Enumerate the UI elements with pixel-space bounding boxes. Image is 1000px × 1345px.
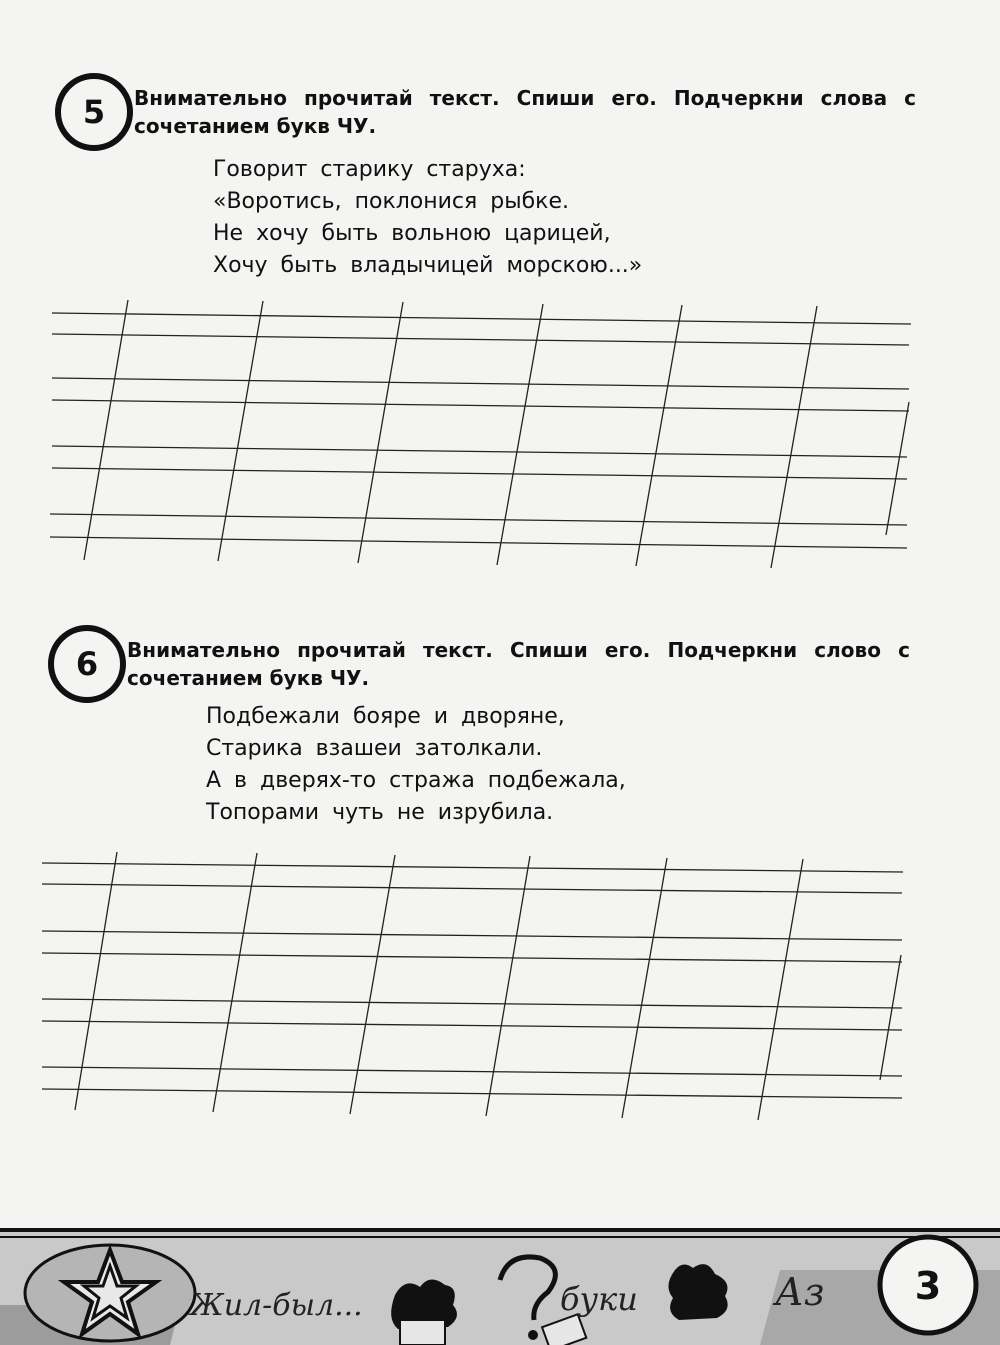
script-text-zhil-byl: Жил-был... xyxy=(190,1288,363,1323)
footer-band xyxy=(0,1210,1000,1345)
task-number-6: 6 xyxy=(48,625,126,703)
poem-line: А в дверях-то стража подбежала, xyxy=(206,768,626,793)
task-6-instruction: Внимательно прочитай текст. Спиши его. Подчеркни слово с сочетанием букв ЧУ. xyxy=(127,638,910,690)
script-text-az: Аз xyxy=(775,1270,825,1314)
task-number-5: 5 xyxy=(55,73,133,151)
poem-line: Не хочу быть вольною царицей, xyxy=(213,221,611,246)
poem-line: «Воротись, поклонися рыбке. xyxy=(213,189,569,214)
task-5-instruction: Внимательно прочитай текст. Спиши его. Подчеркни слова с сочетанием букв ЧУ. xyxy=(134,86,916,138)
star-emblem-icon xyxy=(25,1245,195,1341)
poem-line: Хочу быть владычицей морскою...» xyxy=(213,253,643,278)
poem-line: Топорами чуть не изрубила. xyxy=(206,800,554,825)
poem-line: Подбежали бояре и дворяне, xyxy=(206,704,565,729)
page-number: 3 xyxy=(914,1264,942,1308)
poem-line: Говорит старику старуха: xyxy=(213,157,526,182)
script-text-buki: буки xyxy=(560,1280,638,1318)
poem-line: Старика взашеи затолкали. xyxy=(206,736,543,761)
